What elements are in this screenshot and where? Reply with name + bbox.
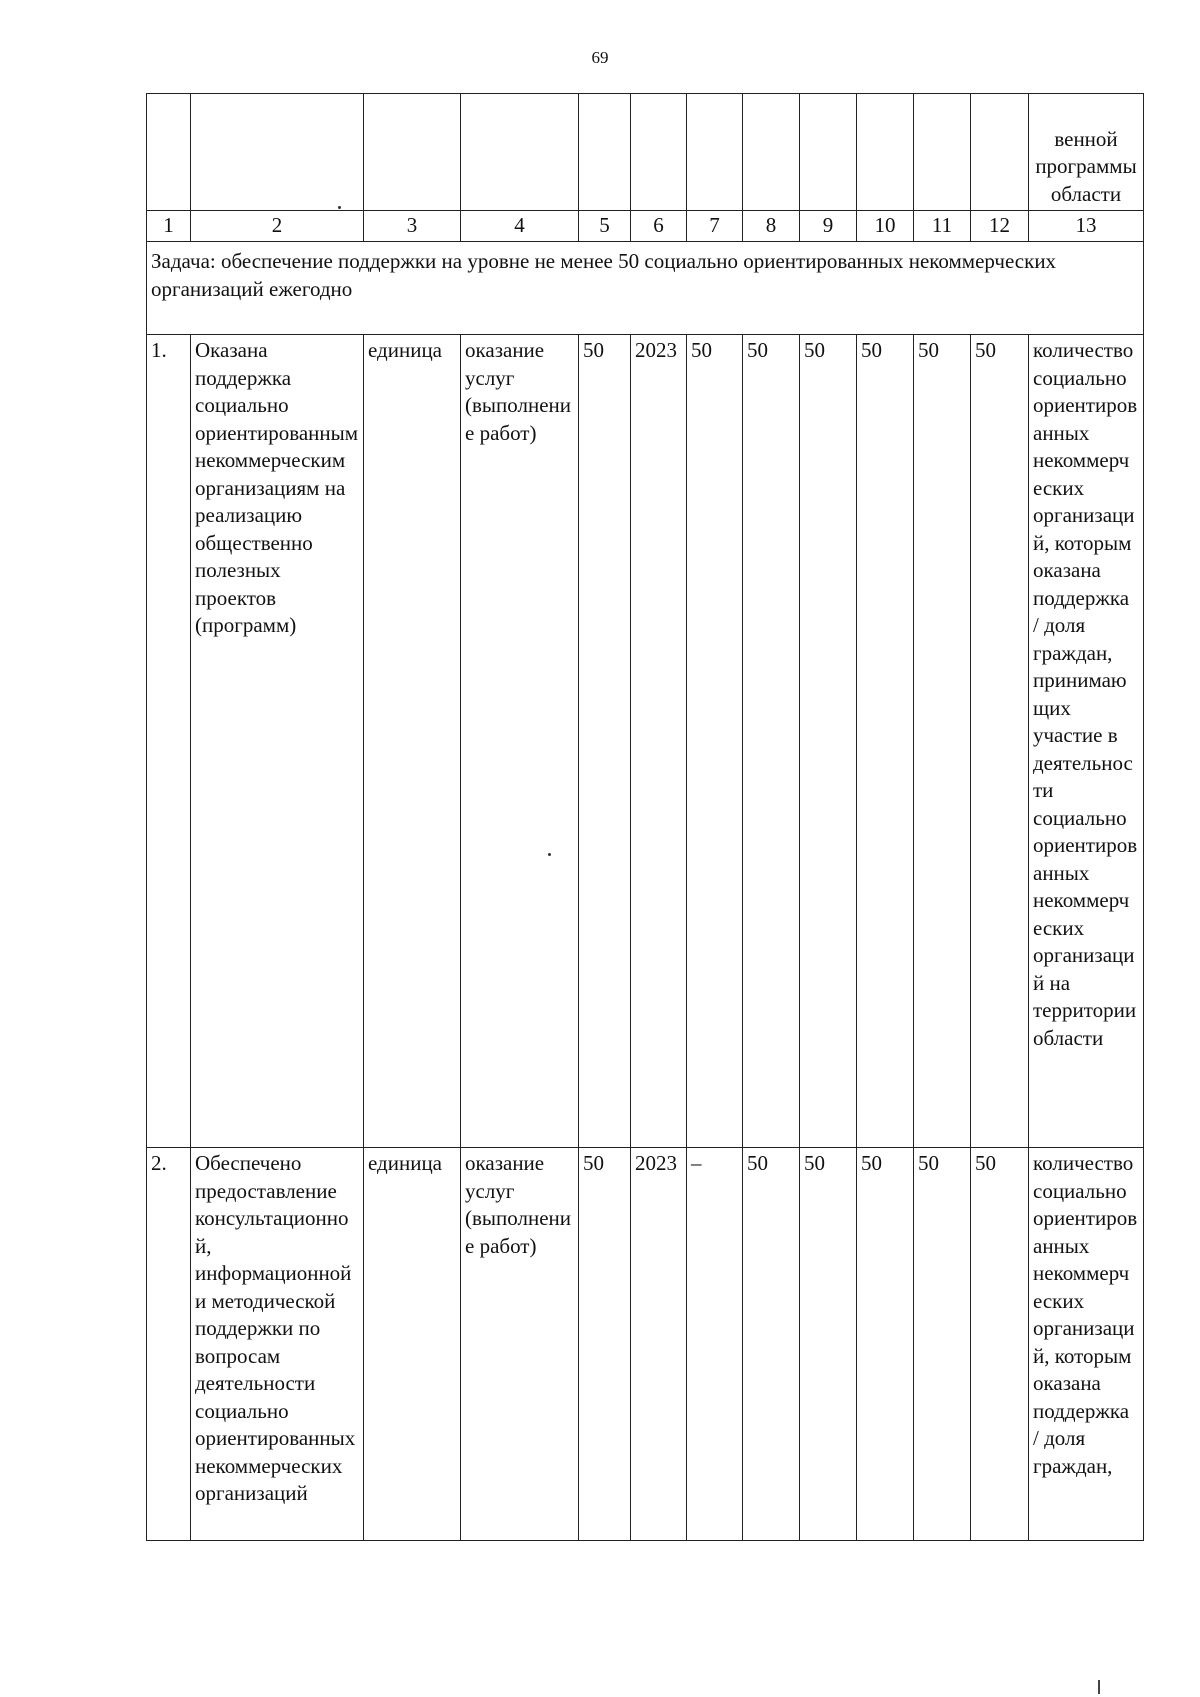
- row-number: 1.: [147, 335, 191, 1148]
- value-cell: –: [687, 1148, 743, 1541]
- table-row: [147, 335, 1144, 1148]
- value-cell: 50: [857, 335, 914, 1148]
- column-number: 5: [579, 211, 631, 242]
- value-cell: 50: [743, 1148, 800, 1541]
- column-number: 13: [1029, 211, 1144, 242]
- value-cell: 50: [914, 1148, 971, 1541]
- column-number: 1: [147, 211, 191, 242]
- value-cell: 50: [800, 335, 857, 1148]
- value-cell: 50: [914, 335, 971, 1148]
- year-cell: 2023: [631, 1148, 687, 1541]
- value-cell: 50: [687, 335, 743, 1148]
- column-number: 7: [687, 211, 743, 242]
- scan-speck: [338, 206, 341, 209]
- column-number: 2: [191, 211, 364, 242]
- year-cell: 2023: [631, 335, 687, 1148]
- value-cell: 50: [579, 335, 631, 1148]
- unit-cell: единица: [364, 335, 461, 1148]
- scan-mark: [1098, 1680, 1100, 1694]
- column-number: 4: [461, 211, 579, 242]
- result-name: Оказана поддержка социально ориентированным некоммерческим организациям на реализацию общественно полезных проектов (программ): [191, 335, 364, 1148]
- type-cell: оказание услуг (выполнение работ): [461, 335, 579, 1148]
- indicator-link-cell: количество социально ориентированных некоммерческих организаций, которым оказана поддержка / доля граждан,: [1029, 1148, 1144, 1541]
- value-cell: 50: [800, 1148, 857, 1541]
- column-number: 9: [800, 211, 857, 242]
- task-text: Задача: обеспечение поддержки на уровне не менее 50 социально ориентированных некоммерческих организаций ежегодно: [147, 242, 1144, 335]
- column-number: 12: [971, 211, 1029, 242]
- column-number-row: [147, 211, 1144, 242]
- header-col13: венной программы области: [1029, 94, 1144, 211]
- value-cell: 50: [857, 1148, 914, 1541]
- scan-speck: [548, 853, 551, 856]
- value-cell: 50: [971, 1148, 1029, 1541]
- column-number: 3: [364, 211, 461, 242]
- unit-cell: единица: [364, 1148, 461, 1541]
- indicators-table: [146, 93, 1144, 1541]
- indicator-link-cell: количество социально ориентированных некоммерческих организаций, которым оказана поддержка / доля граждан, принимающих участие в деятельности социально ориентированных некоммерческих организаций на территории области: [1029, 335, 1144, 1148]
- column-number: 10: [857, 211, 914, 242]
- result-name: Обеспечено предоставление консультационной, информационной и методической поддержки по вопросам деятельности социально ориентированных некоммерческих организаций: [191, 1148, 364, 1541]
- value-cell: 50: [971, 335, 1029, 1148]
- page-number: 69: [591, 48, 609, 67]
- table-row: [147, 1148, 1144, 1541]
- task-row: [147, 242, 1144, 335]
- row-number: 2.: [147, 1148, 191, 1541]
- value-cell: 50: [743, 335, 800, 1148]
- column-number: 6: [631, 211, 687, 242]
- type-cell: оказание услуг (выполнение работ): [461, 1148, 579, 1541]
- header-continuation-row: [147, 94, 1144, 211]
- value-cell: 50: [579, 1148, 631, 1541]
- column-number: 8: [743, 211, 800, 242]
- column-number: 11: [914, 211, 971, 242]
